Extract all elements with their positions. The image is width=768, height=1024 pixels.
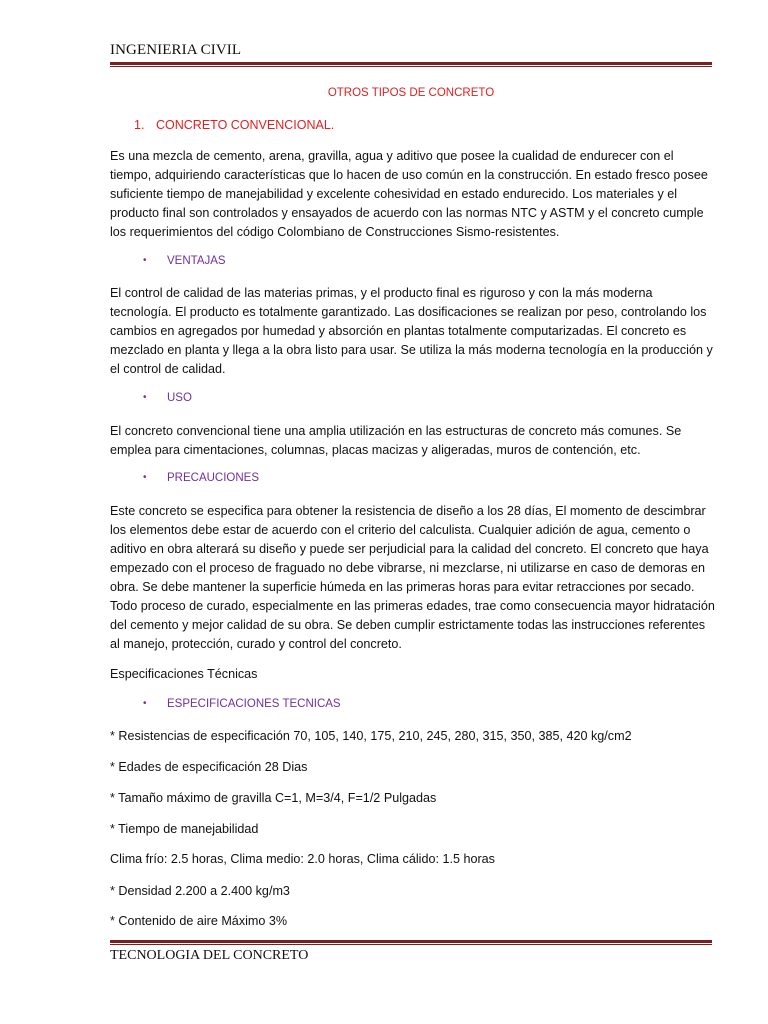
section-heading [134,118,334,132]
precauciones-paragraph: Este concreto se especifica para obtener la resistencia de diseño a los 28 días, El momento de descimbrar los elementos debe estar de acuerdo con el criterio del calculista. Cualquier adición de agua, cemento o aditivo en obra alterará su diseño y puede ser perjudicial para la calidad del concreto. El concreto que haya empezado con el proceso de fraguado no debe vibrarse, ni mezclarse, ni utilizarse en caso de demoras en obra. Se debe mantener la superficie húmeda en las primeras horas para evitar retracciones por secado. Todo proceso de curado, especialmente en las primeras edades, trae como consecuencia mayor hidratación del cemento y mejor calidad de su obra. Se deben cumplir estrictamente todas las instrucciones referentes al manejo, protección, curado y control del concreto. [110,504,715,651]
page-footer: TECNOLOGIA DEL CONCRETO [110,948,309,963]
especificaciones-label: Especificaciones Técnicas [110,667,258,681]
uso-paragraph: El concreto convencional tiene una amplia utilización en las estructuras de concreto más comunes. Se emplea para cimentaciones, columnas, placas macizas y aligeradas, muros de contención, etc. [110,424,682,457]
spec-tamano: * Tamaño máximo de gravilla C=1, M=3/4, F=1/2 Pulgadas [110,791,437,805]
bullet-especificaciones [143,698,341,710]
bullet-icon: • [143,255,147,266]
spec-clima: Clima frío: 2.5 horas, Clima medio: 2.0 horas, Clima cálido: 1.5 horas [110,852,495,866]
bullet-label: ESPECIFICACIONES TECNICAS [167,698,341,710]
bullet-ventajas [143,255,226,267]
spec-tiempo: * Tiempo de manejabilidad [110,822,259,836]
bullet-label: USO [167,392,192,404]
footer-rule [110,940,712,945]
spec-densidad: * Densidad 2.200 a 2.400 kg/m3 [110,884,290,898]
bullet-precauciones [143,472,259,484]
bullet-icon: • [143,698,147,709]
bullet-label: VENTAJAS [167,255,226,267]
bullet-uso [143,392,192,404]
bullet-icon: • [143,392,147,403]
header-rule [110,62,712,67]
section-number: 1. [134,118,145,132]
page-header: INGENIERIA CIVIL [110,42,242,58]
bullet-label: PRECAUCIONES [167,472,260,484]
document-title: OTROS TIPOS DE CONCRETO [327,87,495,99]
bullet-icon: • [143,472,147,483]
spec-resistencias: * Resistencias de especificación 70, 105, 140, 175, 210, 245, 280, 315, 350, 385, 420 kg/cm2 [110,729,632,743]
spec-edades: * Edades de especificación 28 Dias [110,760,308,774]
intro-paragraph: Es una mezcla de cemento, arena, gravilla, agua y aditivo que posee la cualidad de endurecer con el tiempo, adquiriendo características que lo hacen de uso común en la construcción. En estado fresco posee suficiente tiempo de manejabilidad y excelente cohesividad en estado endurecido. Los materiales y el producto final son controlados y ensayados de acuerdo con las normas NTC y ASTM y el concreto cumple los requerimientos del código Colombiano de Construcciones Sismo-resistentes. [110,149,708,239]
section-title: CONCRETO CONVENCIONAL. [156,118,335,132]
spec-aire: * Contenido de aire Máximo 3% [110,914,288,928]
ventajas-paragraph: El control de calidad de las materias primas, y el producto final es riguroso y con la más moderna tecnología. El producto es totalmente garantizado. Las dosificaciones se realizan por peso, controlando los cambios en agregados por humedad y absorción en plantas totalmente computarizadas. El concreto es mezclado en planta y llega a la obra listo para usar. Se utiliza la más moderna tecnología en la producción y el control de calidad. [110,286,713,376]
